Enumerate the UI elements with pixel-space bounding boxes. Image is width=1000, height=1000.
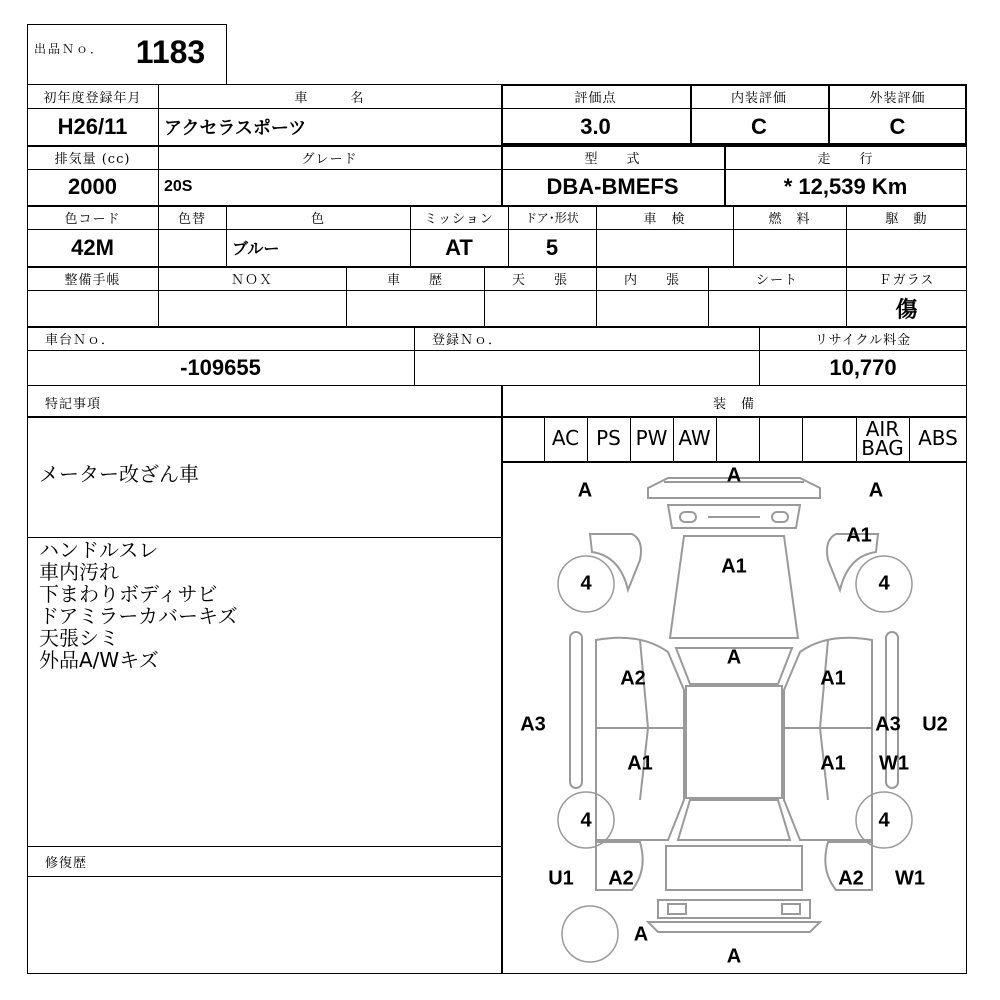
mark-right-front-fender: A1 <box>846 524 872 547</box>
mark-right-rear-door: A1 <box>820 752 846 775</box>
nox-label: ＮＯＸ <box>230 272 273 288</box>
mission-value: AT <box>445 234 473 260</box>
equipment-item: PS <box>596 426 621 450</box>
mark-rear-bumper-left: A <box>633 923 649 946</box>
f-glass-value: 傷 <box>895 297 918 323</box>
interior-trim-value <box>596 290 708 326</box>
reg-no-label: 登録Ｎｏ． <box>432 332 503 348</box>
equipment-item: PW <box>635 426 668 450</box>
equipment-item: AIR BAG <box>861 416 904 460</box>
inspection-label: 車 検 <box>643 211 686 227</box>
mark-front-bumper: A <box>726 464 742 487</box>
chassis-value: -109655 <box>180 355 261 380</box>
nox-value <box>158 290 346 326</box>
interior-grade-value: C <box>751 113 767 139</box>
equipment-item <box>501 416 544 461</box>
mark-left-rear-quarter-b: A2 <box>608 867 634 890</box>
doors-value: 5 <box>545 234 559 260</box>
color-change-value <box>158 229 226 266</box>
mark-front-right-corner: A <box>868 479 884 502</box>
color-value: ブルー <box>232 239 280 258</box>
score-value: 3.0 <box>580 113 611 139</box>
mark-right-rear-door-b: W1 <box>879 752 909 775</box>
service-book-value <box>27 290 158 326</box>
f-glass-label: Ｆガラス <box>878 272 935 288</box>
mark-right-front-door: A1 <box>820 667 846 690</box>
color-code-value: 42M <box>71 234 114 260</box>
sunroof-label: 天 張 <box>511 272 568 288</box>
remarks-label: 特記事項 <box>45 396 102 412</box>
sunroof-value <box>484 290 596 326</box>
mission-label: ミッション <box>424 211 494 227</box>
exterior-grade-value: C <box>889 113 906 139</box>
model-label: 型 式 <box>584 151 641 167</box>
mileage-value: * 12,539 Km <box>783 174 908 199</box>
rear-bumper-shape <box>648 900 820 932</box>
rear-window-shape <box>678 800 790 840</box>
model-value: DBA-BMEFS <box>546 174 679 199</box>
mark-right-sill-b: U2 <box>922 713 948 736</box>
mark-rear-bumper: A <box>726 945 742 968</box>
displacement-value: 2000 <box>68 174 117 199</box>
displacement-label: 排気量 (cc) <box>54 151 131 167</box>
exterior-grade-label: 外装評価 <box>869 90 926 106</box>
car-name-value: アクセラスポーツ <box>164 117 307 139</box>
equipment-item <box>716 416 759 461</box>
mileage-label: 走 行 <box>817 151 874 167</box>
equipment-label: 装 備 <box>712 396 755 412</box>
color-change-label: 色替 <box>177 211 206 227</box>
inspection-value <box>596 229 733 266</box>
car-name-label: 車 名 <box>294 90 365 106</box>
seat-label: シート <box>755 272 798 288</box>
color-code-label: 色コード <box>64 211 121 227</box>
remarks-main-text: メーター改ざん車 <box>39 462 199 486</box>
reg-no-value <box>414 350 759 386</box>
left-sill-shape <box>570 632 582 788</box>
mark-right-sill-a: A3 <box>875 713 901 736</box>
mark-front-left-corner: A <box>577 479 593 502</box>
mark-left-rear-quarter-a: U1 <box>548 867 574 890</box>
color-label: 色 <box>310 211 325 227</box>
spare-tire-shape <box>562 906 618 962</box>
mark-right-front-tire: 4 <box>878 572 890 595</box>
mark-left-front-door: A2 <box>620 667 646 690</box>
equipment-item <box>759 416 802 461</box>
mark-left-sill: A3 <box>520 713 546 736</box>
fuel-value <box>733 229 846 266</box>
fuel-label: 燃 料 <box>768 211 811 227</box>
mark-right-rear-tire: 4 <box>878 809 890 832</box>
repair-history-label: 修復歴 <box>45 856 88 871</box>
history-value <box>346 290 484 326</box>
drive-value <box>846 229 967 266</box>
reg-date-value: H26/11 <box>57 113 128 139</box>
remarks-notes: ハンドルスレ 車内汚れ 下まわりボディサビ ドアミラーカバーキズ 天張シミ 外品A/Wキズ <box>39 538 238 672</box>
roof-shape <box>686 686 782 798</box>
equipment-item: ABS <box>918 426 958 450</box>
service-book-label: 整備手帳 <box>64 272 121 288</box>
mark-windshield: A <box>726 646 742 669</box>
chassis-label: 車台Ｎｏ． <box>45 332 116 348</box>
mark-left-rear-door: A1 <box>627 752 653 775</box>
hood-shape <box>670 536 798 638</box>
equipment-item: AC <box>551 426 580 450</box>
seat-value <box>708 290 846 326</box>
equipment-item: AW <box>678 426 711 450</box>
drive-label: 駆 動 <box>885 211 928 227</box>
mark-right-rear-quarter-a: A2 <box>838 867 864 890</box>
mark-left-rear-tire: 4 <box>580 809 592 832</box>
interior-grade-label: 内装評価 <box>730 90 787 106</box>
lot-number-label: 出品Ｎｏ． <box>34 41 105 56</box>
recycle-fee-value: 10,770 <box>829 355 897 380</box>
recycle-fee-label: リサイクル料金 <box>814 332 912 348</box>
mark-hood: A1 <box>721 555 747 578</box>
score-label: 評価点 <box>574 90 617 106</box>
trunk-shape <box>666 846 802 890</box>
equipment-item <box>802 416 856 461</box>
history-label: 車 歴 <box>386 272 443 288</box>
grade-label: グレード <box>301 151 358 167</box>
doors-label: ドア･形状 <box>525 210 579 225</box>
mark-right-rear-quarter-b: W1 <box>895 867 925 890</box>
mark-left-front-tire: 4 <box>580 572 592 595</box>
reg-date-label: 初年度登録年月 <box>43 90 142 106</box>
lot-number-value: 1183 <box>135 33 206 70</box>
interior-trim-label: 内 張 <box>623 272 680 288</box>
left-front-fender-shape <box>590 534 641 590</box>
grade-value: 20S <box>164 178 193 195</box>
